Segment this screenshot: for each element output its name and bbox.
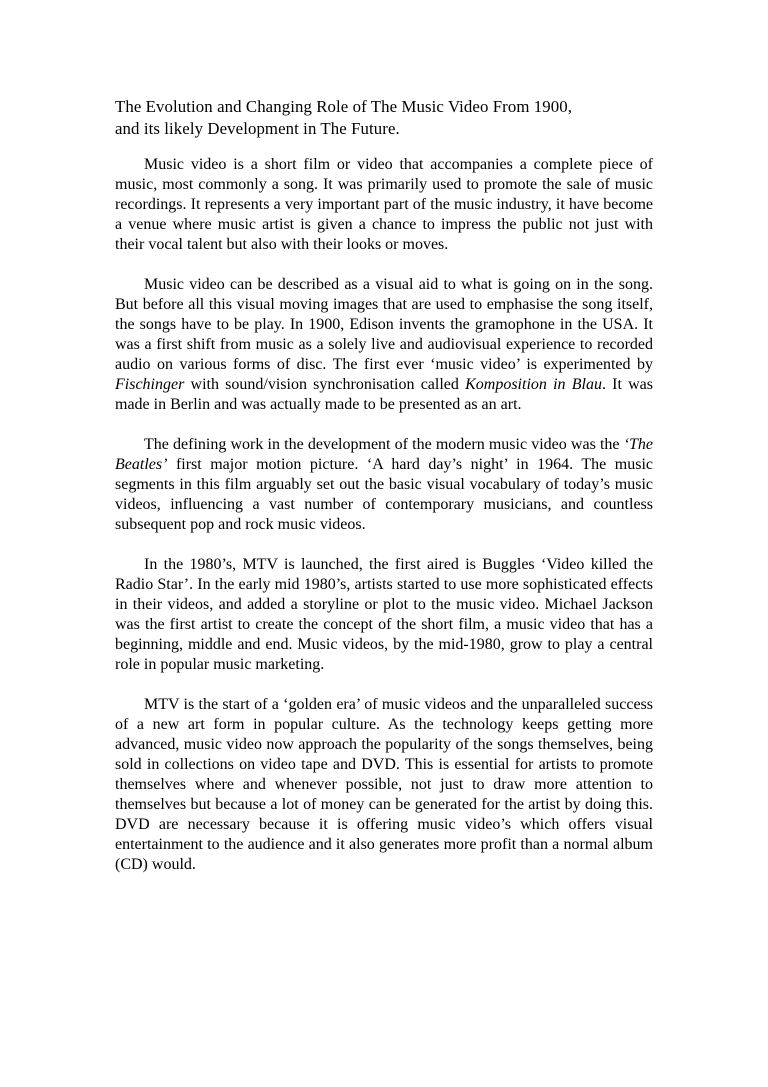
paragraph-golden-era — [115, 695, 653, 875]
paragraph-mtv-1980s-text: In the 1980’s, MTV is launched, the first aired is Buggles ‘Video killed the Radio Star’. In the early mid 1980’s, artists started to use more sophisticated effects in their videos, and added a storyline or plot to the music video. Michael Jackson was the first artist to create the concept of the short film, a music video that has a beginning, middle and end. Music videos, by the mid-1980, grow to play a central role in popular music marketing. — [115, 556, 653, 673]
document-title — [115, 96, 653, 140]
paragraph-history — [115, 275, 653, 415]
title-line-2: and its likely Development in The Future. — [115, 119, 400, 138]
paragraph-history-text-c: . It was made in Berlin and was actually made to be presented as an art. — [115, 376, 654, 413]
italic-komposition-in-blau: Komposition in Blau — [465, 376, 602, 393]
paragraph-intro — [115, 155, 653, 255]
paragraph-golden-era-text: MTV is the start of a ‘golden era’ of music videos and the unparalleled success of a new art form in popular culture. As the technology keeps getting more advanced, music video now approach the popularity of the songs themselves, being sold in collections on video tape and DVD. This is essential for artists to promote themselves where and whenever possible, not just to draw more attention to themselves but because a lot of money can be generated for the artist by doing this. DVD are necessary because it is offering music video’s which offers visual entertainment to the audience and it also generates more profit than a normal album (CD) would. — [115, 696, 653, 873]
paragraph-beatles-text-b: first major motion picture. ‘A hard day’s night’ in 1964. The music segments in this film arguably set out the basic visual vocabulary of today’s music videos, influencing a vast number of contemporary musicians, and countless subsequent pop and rock music videos. — [115, 456, 653, 533]
paragraph-beatles — [115, 435, 653, 535]
document-page — [115, 96, 653, 875]
title-line-1: The Evolution and Changing Role of The Music Video From 1900, — [115, 97, 573, 116]
paragraph-history-text-a: Music video can be described as a visual aid to what is going on in the song. But before all this visual moving images that are used to emphasise the song itself, the songs have to be play. In 1900, Edison invents the gramophone in the USA. It was a first shift from music as a solely live and audiovisual experience to recorded audio on various forms of disc. The first ever ‘music video’ is experimented by — [115, 276, 653, 373]
paragraph-mtv-1980s — [115, 555, 653, 675]
paragraph-history-text-b: with sound/vision synchronisation called — [184, 376, 466, 393]
italic-fischinger: Fischinger — [115, 376, 185, 393]
paragraph-beatles-text-a: The defining work in the development of the modern music video was the — [144, 436, 624, 453]
paragraph-intro-text: Music video is a short film or video that accompanies a complete piece of music, most commonly a song. It was primarily used to promote the sale of music recordings. It represents a very important part of the music industry, it have become a venue where music artist is given a chance to impress the public not just with their vocal talent but also with their looks or moves. — [115, 156, 653, 253]
italic-the-beatles: ‘The Beatles’ — [115, 436, 653, 473]
